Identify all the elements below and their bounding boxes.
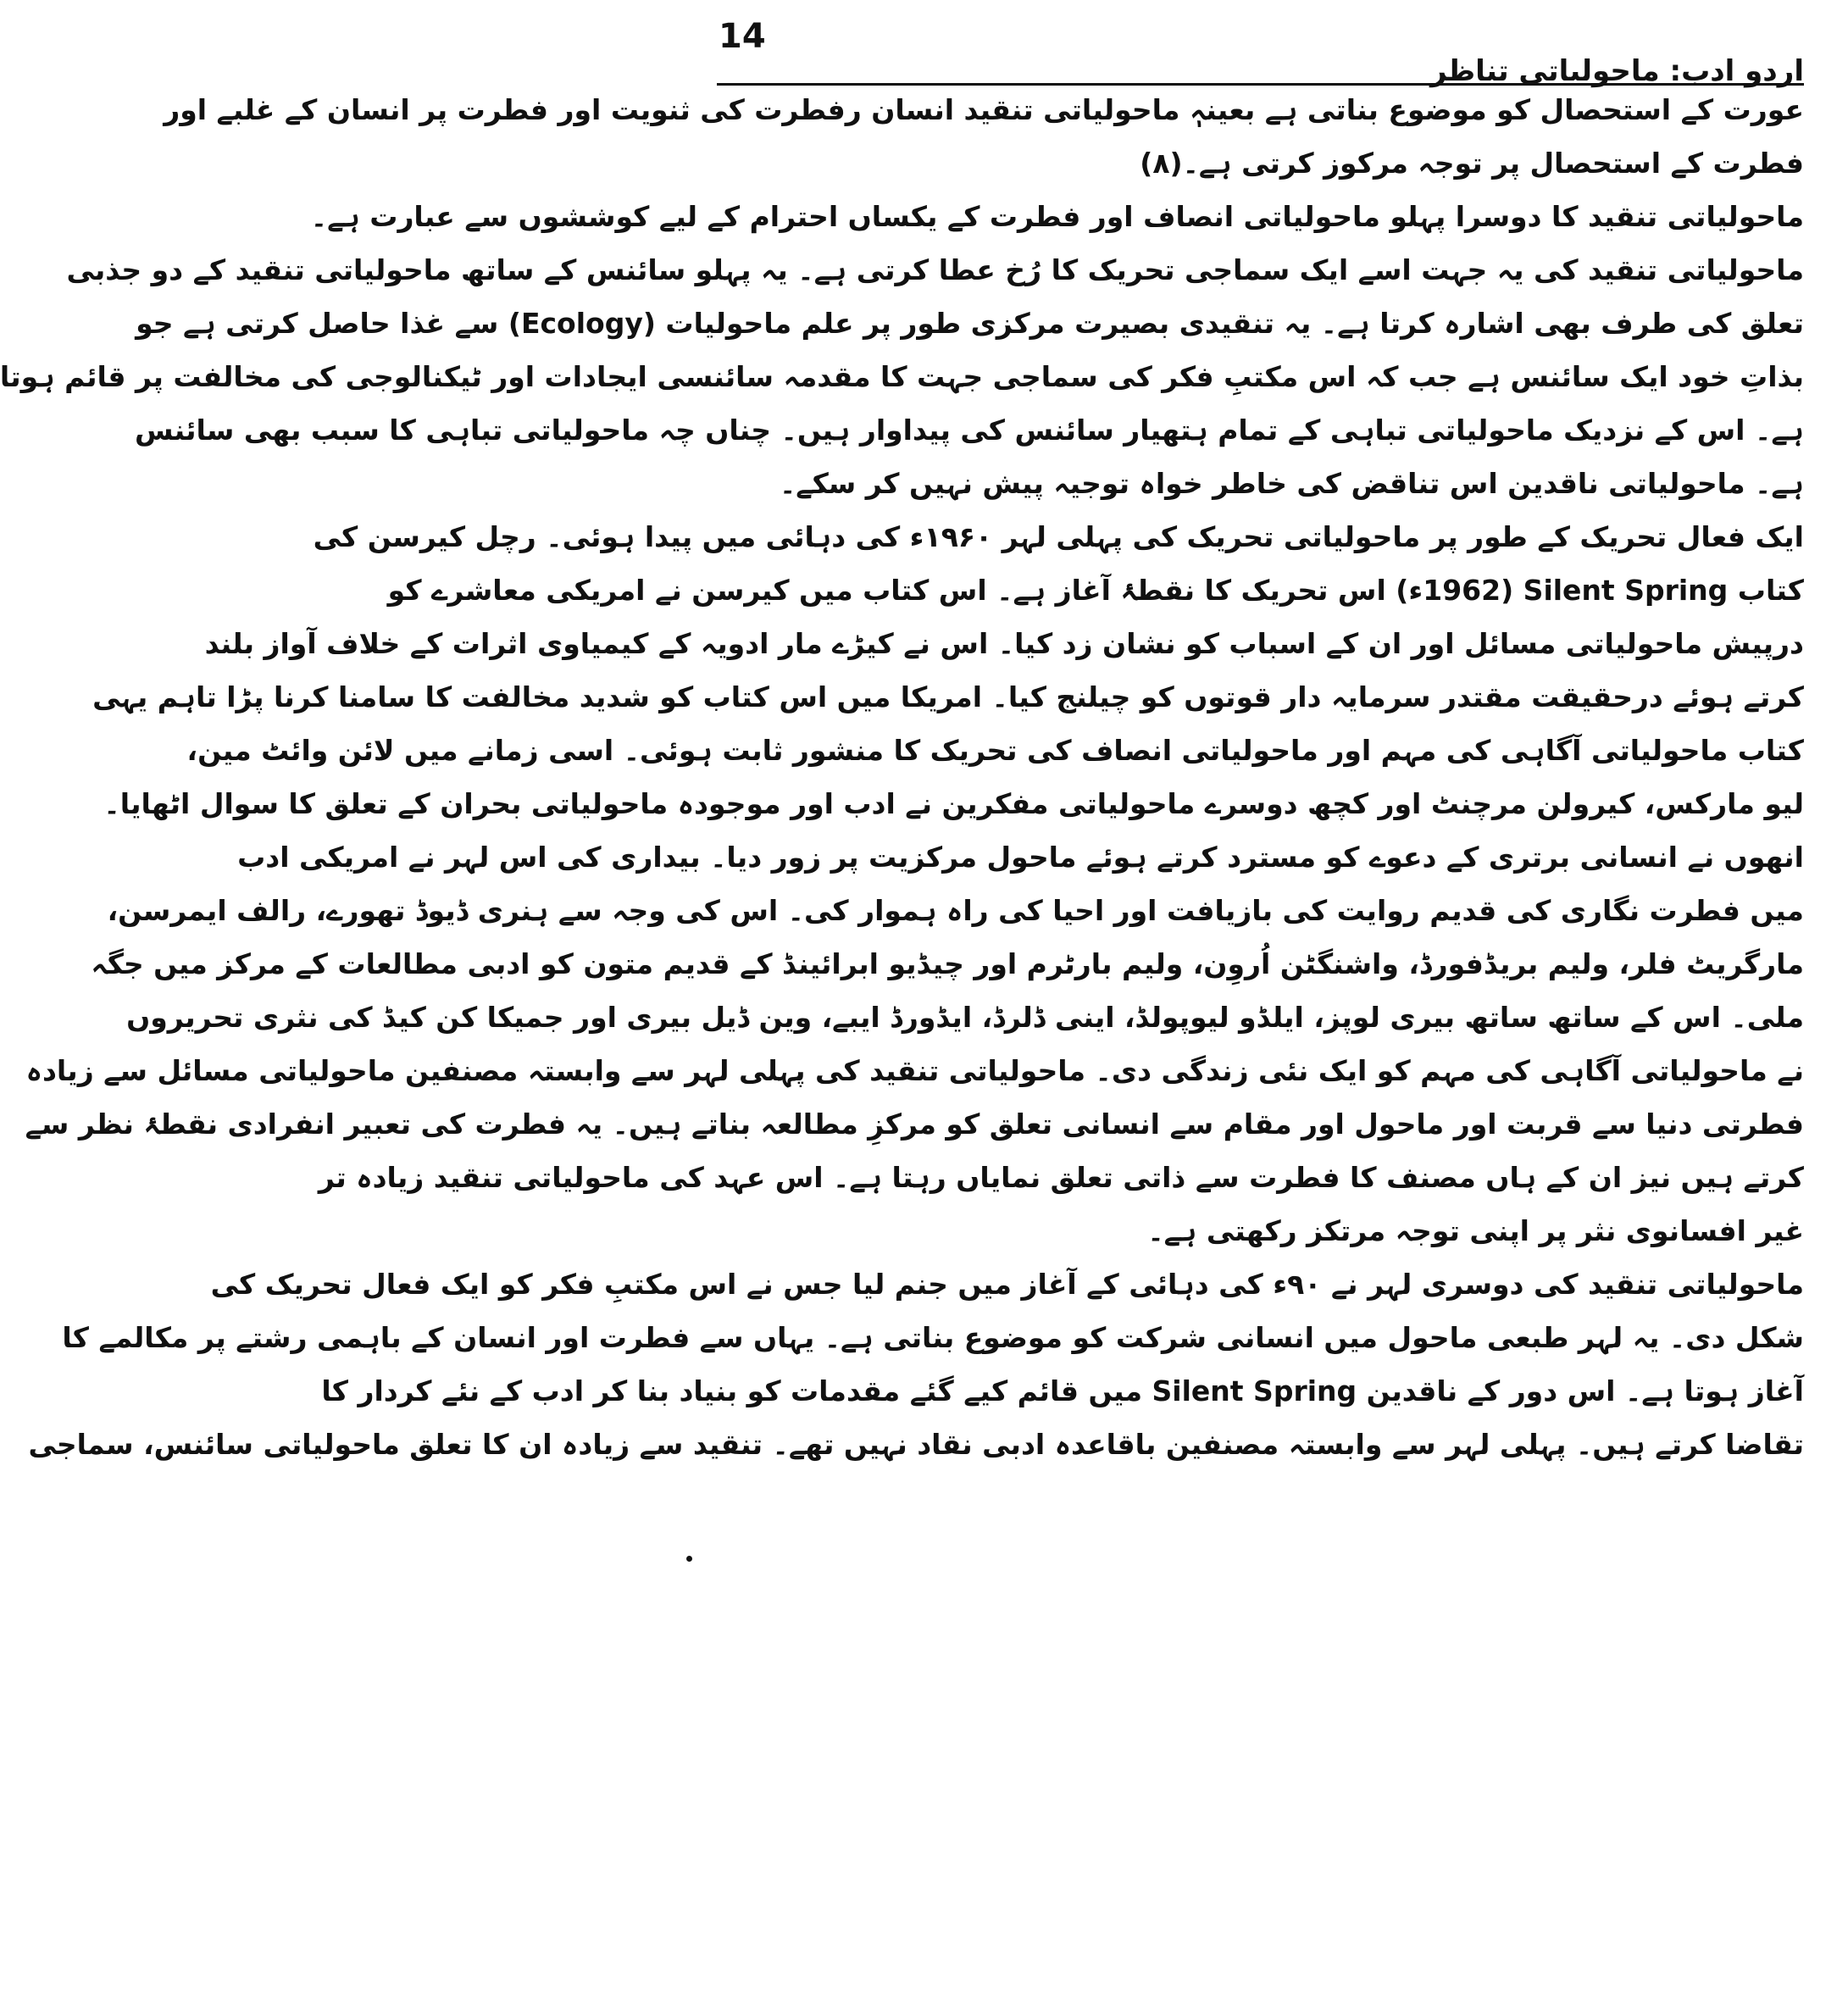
text-line: انھوں نے انسانی برتری کے دعوے کو مسترد کرتے ہوئے ماحول مرکزیت پر زور دیا۔ بیداری کی اس لہر نے امریکی ادب bbox=[237, 841, 1804, 874]
stray-dot-mark bbox=[686, 1556, 692, 1562]
text-line: بذاتِ خود ایک سائنس ہے جب کہ اس مکتبِ فکر کی سماجی جہت کا مقدمہ سائنسی ایجادات اور ٹیکنالوجی کی مخالفت پر قائم ہوتا bbox=[0, 360, 1804, 393]
page-number: 14 bbox=[719, 17, 766, 56]
text-line: میں فطرت نگاری کی قدیم روایت کی بازیافت اور احیا کی راہ ہموار کی۔ اس کی وجہ سے ہنری ڈیوڈ تھورے، رالف ایمرسن، bbox=[107, 894, 1804, 927]
text-line: ماحولیاتی تنقید کی یہ جہت اسے ایک سماجی تحریک کا رُخ عطا کرتی ہے۔ یہ پہلو سائنس کے ساتھ ماحولیاتی تنقید کے دو جذبی bbox=[66, 253, 1804, 286]
text-line: درپیش ماحولیاتی مسائل اور ان کے اسباب کو نشان زد کیا۔ اس نے کیڑے مار ادویہ کے کیمیاوی اثرات کے خلاف آواز بلند bbox=[204, 627, 1804, 660]
text-line: شکل دی۔ یہ لہر طبعی ماحول میں انسانی شرکت کو موضوع بناتی ہے۔ یہاں سے فطرت اور انسان کے باہمی رشتے پر مکالمے کا bbox=[62, 1321, 1804, 1354]
body-text bbox=[0, 83, 1804, 1471]
text-line: ملی۔ اس کے ساتھ ساتھ بیری لوپز، ایلڈو لیوپولڈ، اینی ڈلرڈ، ایڈورڈ ایبے، وین ڈیل بیری اور جمیکا کن کیڈ کی نثری تحریروں bbox=[126, 1001, 1804, 1034]
text-line: غیر افسانوی نثر پر اپنی توجہ مرتکز رکھتی ہے۔ bbox=[1147, 1214, 1804, 1247]
text-line: مارگریٹ فلر، ولیم بریڈفورڈ، واشنگٹن اُروِن، ولیم بارٹرم اور چیڈیو ابرائینڈ کے قدیم متون کو ادبی مطالعات کے مرکز میں جگہ bbox=[91, 947, 1804, 980]
text-line: تقاضا کرتے ہیں۔ پہلی لہر سے وابستہ مصنفین باقاعدہ ادبی نقاد نہیں تھے۔ تنقید سے زیادہ ان کا تعلق ماحولیاتی سائنس، سماجی bbox=[28, 1428, 1804, 1461]
text-line: کتاب ماحولیاتی آگاہی کی مہم اور ماحولیاتی انصاف کی تحریک کا منشور ثابت ہوئی۔ اسی زمانے میں لائن وائٹ مین، bbox=[186, 734, 1804, 767]
text-line: تعلق کی طرف بھی اشارہ کرتا ہے۔ یہ تنقیدی بصیرت مرکزی طور پر علم ماحولیات (Ecology) سے غذا حاصل کرتی ہے جو bbox=[136, 307, 1804, 340]
text-line: آغاز ہوتا ہے۔ اس دور کے ناقدین Silent Spring میں قائم کیے گئے مقدمات کو بنیاد بنا کر ادب کے نئے کردار کا bbox=[321, 1374, 1804, 1407]
text-line: فطرتی دنیا سے قربت اور ماحول اور مقام سے انسانی تعلق کو مرکزِ مطالعہ بناتے ہیں۔ یہ فطرت کی تعبیر انفرادی نقطۂ نظر سے bbox=[25, 1108, 1804, 1141]
running-title: اردو ادب: ماحولیاتی تناظر bbox=[1430, 54, 1804, 88]
text-line: فطرت کے استحصال پر توجہ مرکوز کرتی ہے۔(۸) bbox=[1140, 147, 1804, 180]
text-line: کتاب Silent Spring (1962ء) اس تحریک کا نقطۂ آغاز ہے۔ اس کتاب میں کیرسن نے امریکی معاشرے کو bbox=[387, 574, 1804, 607]
text-line: ہے۔ ماحولیاتی ناقدین اس تناقض کی خاطر خواہ توجیہ پیش نہیں کر سکے۔ bbox=[779, 467, 1804, 500]
text-line: لیو مارکس، کیرولن مرچنٹ اور کچھ دوسرے ماحولیاتی مفکرین نے ادب اور موجودہ ماحولیاتی بحران کے تعلق کا سوال اٹھایا۔ bbox=[103, 787, 1804, 820]
page-header bbox=[717, 17, 1804, 86]
text-line: ہے۔ اس کے نزدیک ماحولیاتی تباہی کے تمام ہتھیار سائنس کی پیداوار ہیں۔ چناں چہ ماحولیاتی تباہی کا سبب بھی سائنس bbox=[135, 414, 1804, 447]
text-line: کرتے ہوئے درحقیقت مقتدر سرمایہ دار قوتوں کو چیلنج کیا۔ امریکا میں اس کتاب کو شدید مخالفت کا سامنا کرنا پڑا تاہم یہی bbox=[92, 680, 1804, 713]
text-line: نے ماحولیاتی آگاہی کی مہم کو ایک نئی زندگی دی۔ ماحولیاتی تنقید کی پہلی لہر سے وابستہ مصنفین ماحولیاتی مسائل سے زیادہ bbox=[25, 1054, 1804, 1087]
text-line: کرتے ہیں نیز ان کے ہاں مصنف کا فطرت سے ذاتی تعلق نمایاں رہتا ہے۔ اس عہد کی ماحولیاتی تنقید زیادہ تر bbox=[318, 1161, 1804, 1194]
text-line: ماحولیاتی تنقید کا دوسرا پہلو ماحولیاتی انصاف اور فطرت کے یکساں احترام کے لیے کوششوں سے عبارت ہے۔ bbox=[310, 200, 1804, 233]
text-line: ماحولیاتی تنقید کی دوسری لہر نے ۹۰ء کی دہائی کے آغاز میں جنم لیا جس نے اس مکتبِ فکر کو ایک فعال تحریک کی bbox=[210, 1268, 1804, 1301]
text-line: عورت کے استحصال کو موضوع بناتی ہے بعینہٖ ماحولیاتی تنقید انسان رفطرت کی ثنویت اور فطرت پر انسان کے غلبے اور bbox=[164, 93, 1804, 126]
text-line: ایک فعال تحریک کے طور پر ماحولیاتی تحریک کی پہلی لہر ۱۹۶۰ء کی دہائی میں پیدا ہوئی۔ رچل کیرسن کی bbox=[313, 520, 1804, 553]
